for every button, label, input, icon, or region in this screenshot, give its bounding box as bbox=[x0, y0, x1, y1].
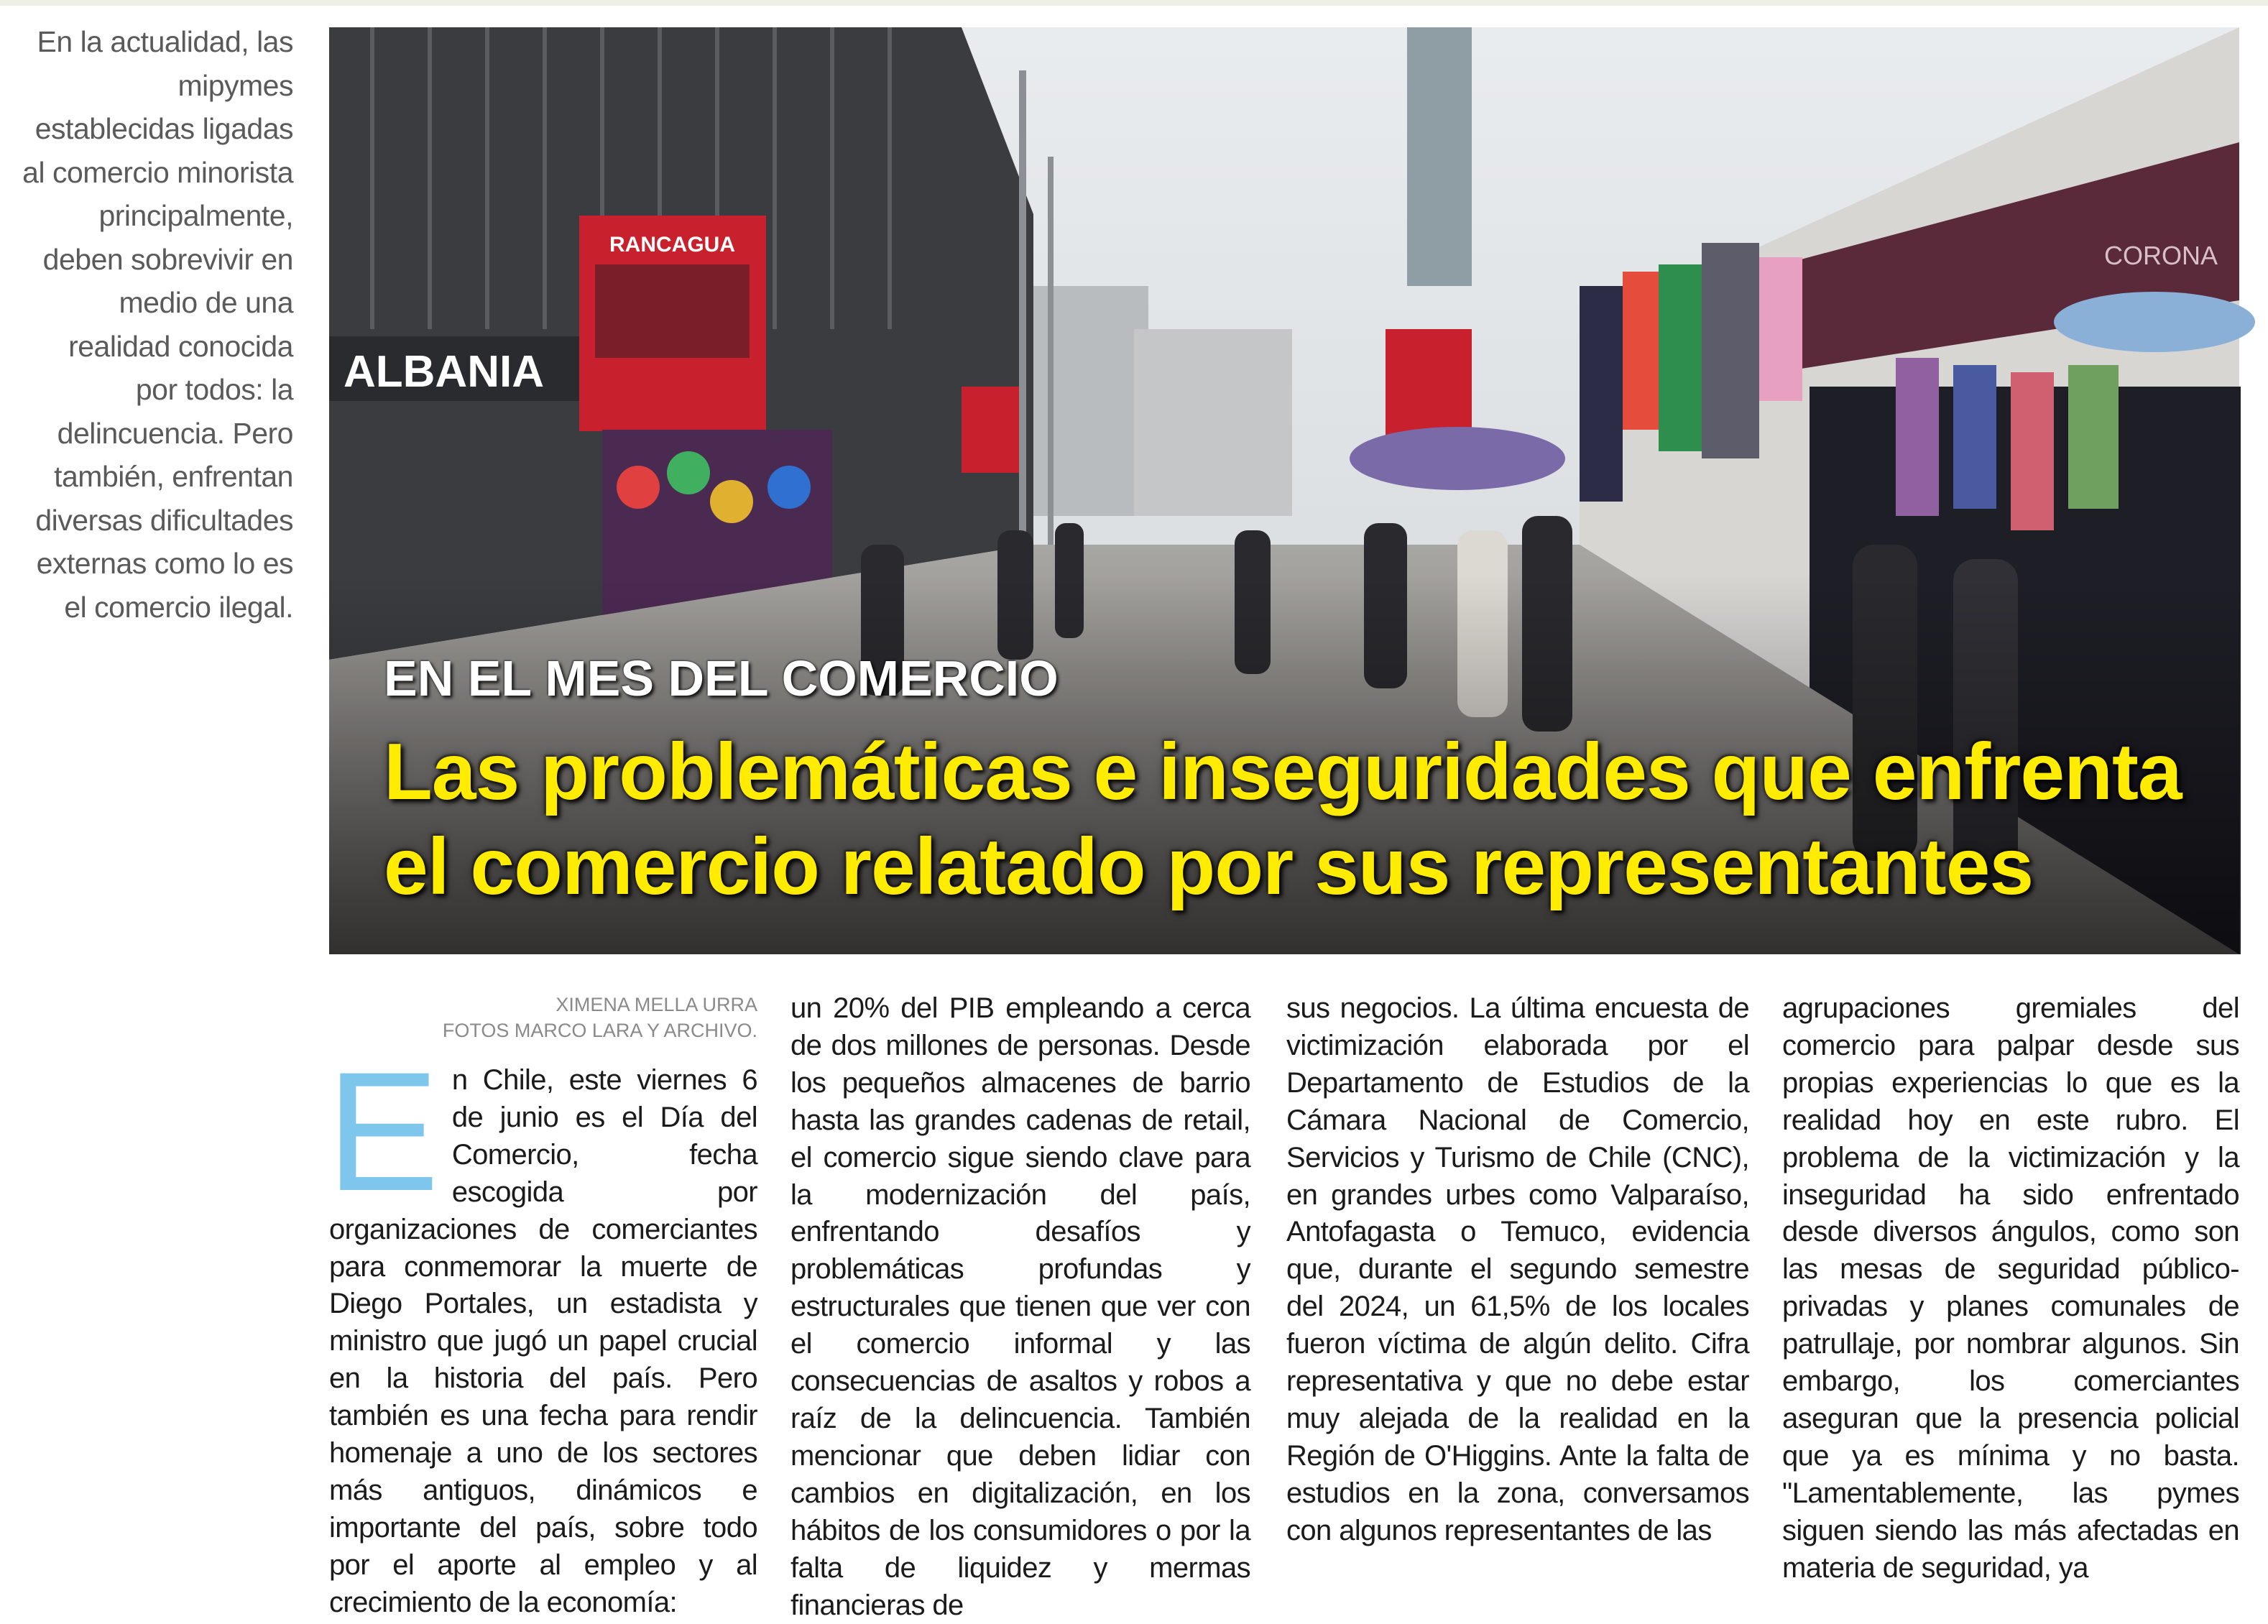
article-column-2 bbox=[790, 990, 1250, 1624]
section-kicker: EN EL MES DEL COMERCIO bbox=[384, 650, 1059, 706]
street-photo bbox=[329, 27, 2239, 954]
drop-cap: E bbox=[326, 1037, 439, 1227]
author-byline: XIMENA MELLA URRA bbox=[556, 994, 757, 1015]
column-2-text: un 20% del PIB empleando a cerca de dos millones de personas. Desde los pequeños almacenes de barrio hasta las grandes cadenas de retail, el comercio sigue siendo clave para la modernización del país, enfrentando desafíos y problemáticas profundas y estructurales que tienen que ver con el comercio informal y las consecuencias de asaltos y robos a raíz de la delincuencia. También mencionar que deben lidiar con cambios en digitalización, en los hábitos de los consumidores o por la falta de liquidez y mermas financieras de bbox=[790, 992, 1250, 1621]
article-credits bbox=[329, 992, 757, 1043]
photo-credit: FOTOS MARCO LARA Y ARCHIVO. bbox=[442, 1020, 757, 1041]
top-rule bbox=[0, 0, 2268, 6]
store-sign-corona: CORONA bbox=[2104, 241, 2218, 270]
billboard-text: RANCAGUA bbox=[609, 233, 735, 257]
article-column-3 bbox=[1286, 990, 1749, 1550]
article-column-1 bbox=[326, 1037, 757, 1622]
column-4-text: agrupaciones gremiales del comercio para palpar desde sus propias experiencias lo que es la realidad hoy en este rubro. El problema de la victimización y la inseguridad ha sido enfrentado desde diversos ángulos, como son las mesas de seguridad público-privadas y planes comunales de patrullaje, por nombrar algunos. Sin embargo, los comerciantes aseguran que la presencia policial que ya es mínima y no basta. "Lamentablemente, las pymes siguen siendo las más afectadas en materia de seguridad, ya bbox=[1782, 992, 2239, 1584]
article-headline: Las problemáticas e inseguridades que enfrenta el comercio relatado por sus representantes bbox=[384, 727, 2182, 911]
photo-side-caption: En la actualidad, las mipymes establecidas ligadas al comercio minorista principalmente, deben sobrevivir en medio de una realidad conocida por todos: la delincuencia. Pero también, enfrentan diversas dificultades externas como lo es el comercio ilegal. bbox=[22, 25, 293, 624]
article-column-4 bbox=[1782, 990, 2239, 1587]
column-3-text: sus negocios. La última encuesta de victimización elaborada por el Departamento de Estudios de la Cámara Nacional de Comercio, Servicios y Turismo de Chile (CNC), en grandes urbes como Valparaíso, Antofagasta o Temuco, evidencia que, durante el segundo semestre del 2024, un 61,5% de los locales fueron víctima de algún delito. Cifra representativa y que no debe estar muy alejada de la realidad en la Región de O'Higgins. Ante la falta de estudios en la zona, conversamos con algunos representantes de las bbox=[1286, 992, 1749, 1546]
column-1-text: n Chile, este viernes 6 de junio es el Día del Comercio, fecha escogida por organizaciones de comerciantes para conmemorar la muerte de Diego Portales, un estadista y ministro que jugó un papel crucial en la historia del país. Pero también es una fecha para rendir homenaje a uno de los sectores más antiguos, dinámicos e importante del país, sobre todo por el aporte al empleo y al crecimiento de la economía: bbox=[329, 1064, 757, 1618]
store-sign-albania: ALBANIA bbox=[344, 347, 544, 397]
